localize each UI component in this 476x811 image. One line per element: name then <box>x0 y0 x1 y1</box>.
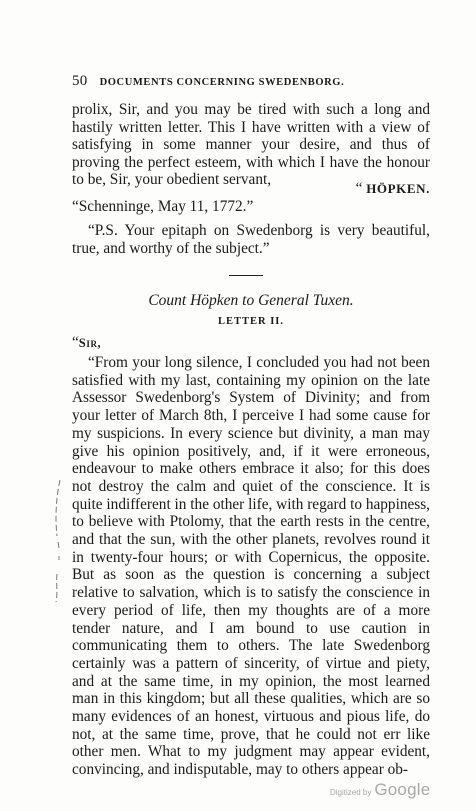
letter-body-text: From your long silence, I concluded you had not been satisfied with my last, containing my opinion on the late Assessor Swedenborg's System of Divinity; and from your letter of March 8th, I perceive I had some cause for my suspicions. In every science but divinity, a man may give his opinion positively, and, if it were erroneous, endeavour to make others embrace it also; for this does not destroy the calm and quiet of the conscience. It is quite indifferent in the other life, with regard to happiness, to believe with Ptolomy, that the earth rests in the centre, and that the sun, with the other planets, revolves round it in twenty-four hours; or with Copernicus, the opposite. But as soon as the question is concerning a subject relative to salvation, which is to satisfy the conscience in every period of life, then my thoughts are of a more tender nature, and I am bound to use caution in communicating them to others. The late Swedenborg certainly was a pattern of sincerity, of virtue and piety, and at the same time, in my opinion, the most learned man in this kingdom; but all these qualities, which are so many evidences of an honest, virtuous and pious life, do not, at the same time, prove, that he could not err like other men. What to my judgment may appear evident, convincing, and indisputable, may to others appear ob- <box>72 354 430 779</box>
section-title: Count Höpken to General Tuxen. <box>148 292 354 309</box>
running-header <box>72 73 402 90</box>
google-logo: Google <box>374 780 431 799</box>
page-number: 50 <box>72 73 88 89</box>
date-line: “Schenninge, May 11, 1772.” <box>72 198 254 215</box>
running-title: DOCUMENTS CONCERNING SWEDENBORG. <box>99 77 345 88</box>
postscript-text: P.S. Your epitaph on Swedenborg is very beautiful, true, and worthy of the subject. <box>72 222 430 257</box>
digitized-watermark <box>330 780 430 800</box>
signature-line: “ HÖPKEN. <box>355 180 430 197</box>
signature: HÖPKEN. <box>366 181 430 196</box>
letter-body-paragraph: “From your long silence, I concluded you had not been satisfied with my last, containing my opinion on the late Assessor Swedenborg's System of Divinity; and from your letter of March 8th, I perceive I had some cause for my suspicions. In every science but divinity, a man may give his opinion positively, and, if it were erroneous, endeavour to make others embrace it also; for this does not destroy the calm and quiet of the conscience. It is quite indifferent in the other life, with regard to happiness, to believe with Ptolomy, that the earth rests in the centre, and that the sun, with the other planets, revolves round it in twenty-four hours; or with Copernicus, the opposite. But as soon as the question is concerning a subject relative to salvation, which is to satisfy the conscience in every period of life, then my thoughts are of a more tender nature, and I am bound to use caution in communicating them to others. The late Swedenborg certainly was a pattern of sincerity, of virtue and piety, and at the same time, in my opinion, the most learned man in this kingdom; but all these qualities, which are so many evidences of an honest, virtuous and pious life, do not, at the same time, prove, that he could not err like other men. What to my judgment may appear evident, convincing, and indisputable, may to others appear ob- <box>72 354 430 779</box>
letter-label: LETTER II. <box>217 316 285 327</box>
closing-paragraph: prolix, Sir, and you may be tired with such a long and hastily written letter. This I have written with a view of satisfying in some manner your desire, and thus of proving the perfect esteem, with which I have the honour to be, Sir, your obedient servant, <box>72 101 430 189</box>
date-text: Schenninge, May 11, 1772. <box>78 198 247 215</box>
salutation-text: Sir, <box>78 336 102 350</box>
salutation: “Sir, <box>72 334 102 351</box>
postscript-paragraph: “P.S. Your epitaph on Swedenborg is very beautiful, true, and worthy of the subject.” <box>72 222 430 257</box>
margin-pencil-mark-icon <box>52 478 66 608</box>
section-divider <box>229 275 263 276</box>
watermark-prefix: Digitized by <box>330 788 372 797</box>
